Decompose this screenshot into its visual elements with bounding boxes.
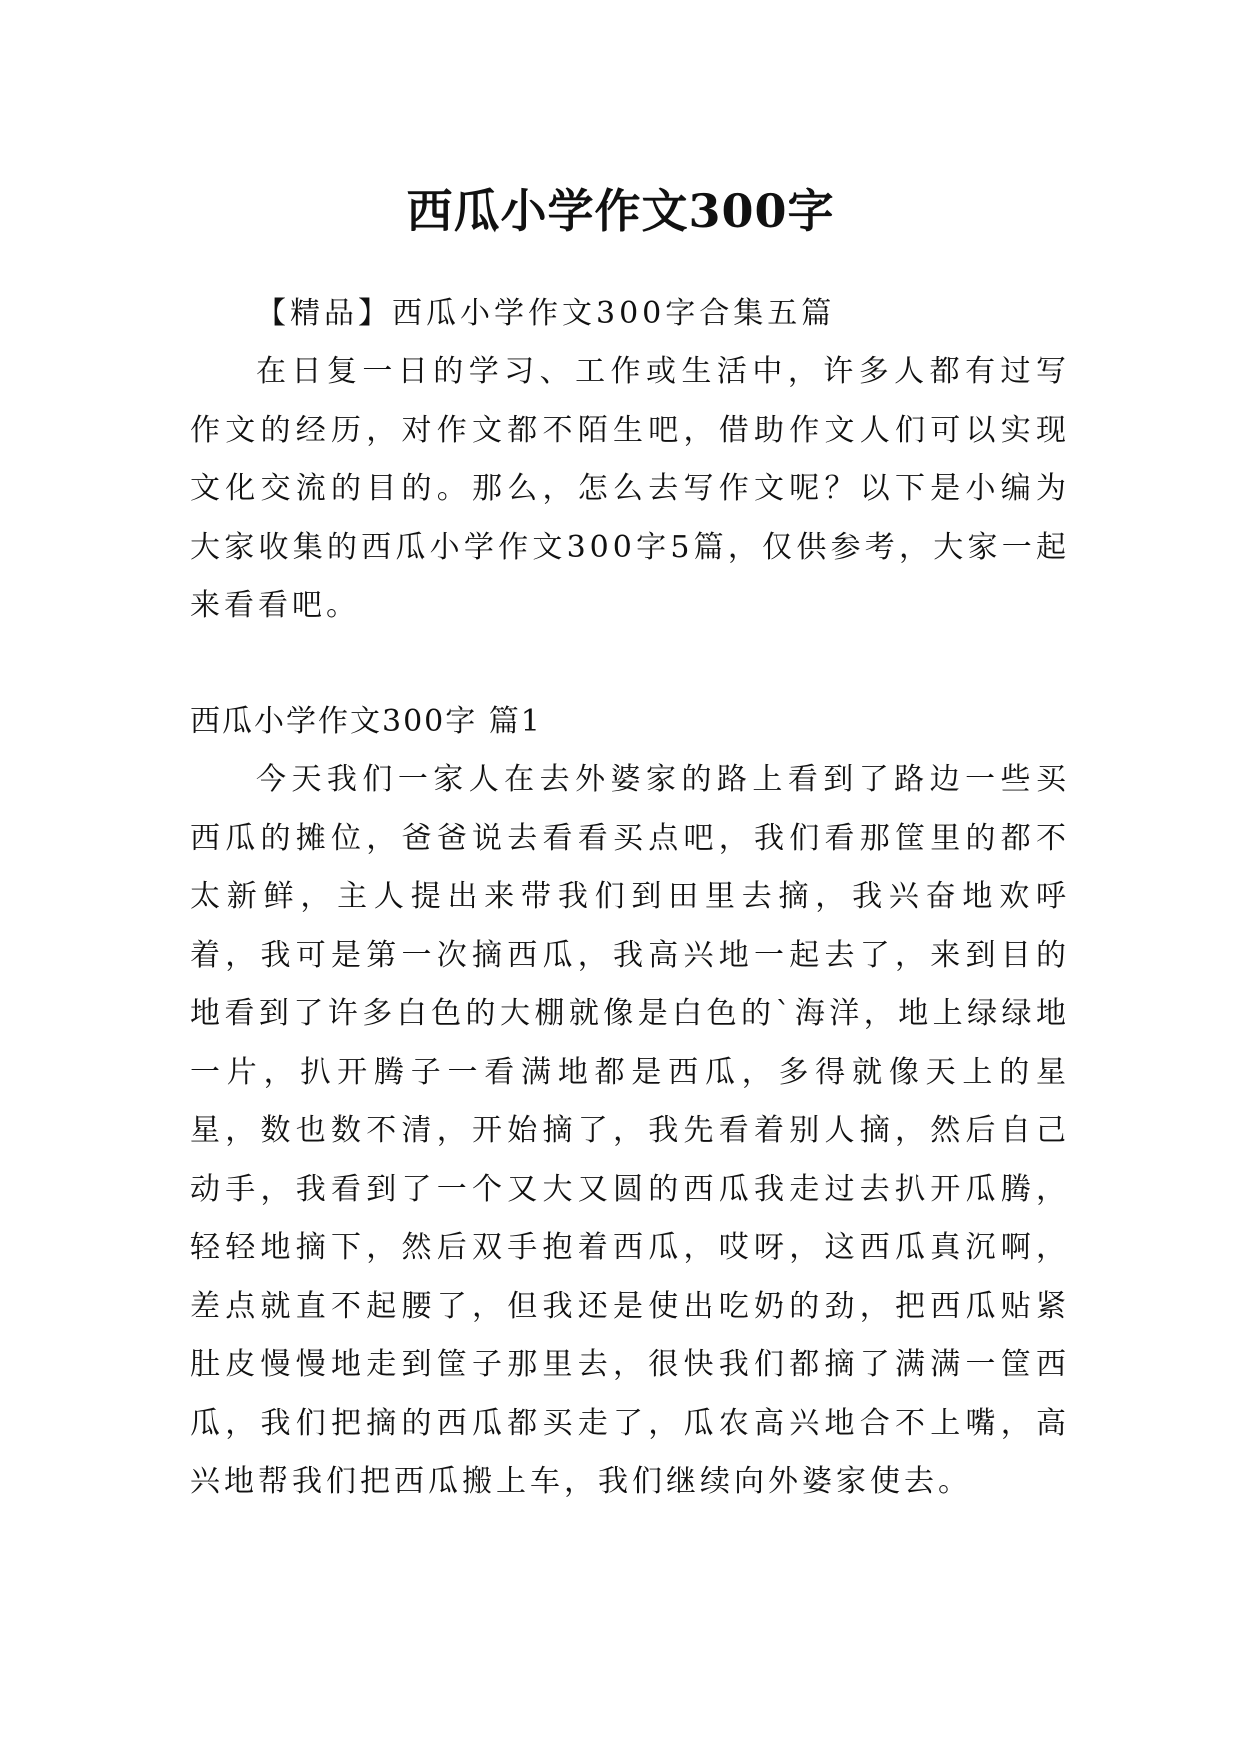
essay-paragraph: 今天我们一家人在去外婆家的路上看到了路边一些买西瓜的摊位，爸爸说去看看买点吧，我们看那筐里的都不太新鲜，主人提出来带我们到田里去摘，我兴奋地欢呼着，我可是第一次摘西瓜，我高兴地一起去了，来到目的地看到了许多白色的大棚就像是白色的`海洋，地上绿绿地一片，扒开腾子一看满地都是西瓜，多得就像天上的星星，数也数不清，开始摘了，我先看着别人摘，然后自己动手，我看到了一个又大又圆的西瓜我走过去扒开瓜腾，轻轻地摘下，然后双手抱着西瓜，哎呀，这西瓜真沉啊，差点就直不起腰了，但我还是使出吃奶的劲，把西瓜贴紧肚皮慢慢地走到筐子那里去，很快我们都摘了满满一筐西瓜，我们把摘的西瓜都买走了，瓜农高兴地合不上嘴，高兴地帮我们把西瓜搬上车，我们继续向外婆家使去。 xyxy=(190,762,1070,1499)
document-title: 西瓜小学作文300字 xyxy=(406,183,835,238)
intro-paragraph: 在日复一日的学习、工作或生活中，许多人都有过写作文的经历，对作文都不陌生吧，借助作文人们可以实现文化交流的目的。那么，怎么去写作文呢？以下是小编为大家收集的西瓜小学作文300字5篇，仅供参考，大家一起来看看吧。 xyxy=(190,354,1070,623)
section-heading: 西瓜小学作文300字 篇1 xyxy=(190,704,542,739)
document-subtitle: 【精品】西瓜小学作文300字合集五篇 xyxy=(256,296,836,331)
